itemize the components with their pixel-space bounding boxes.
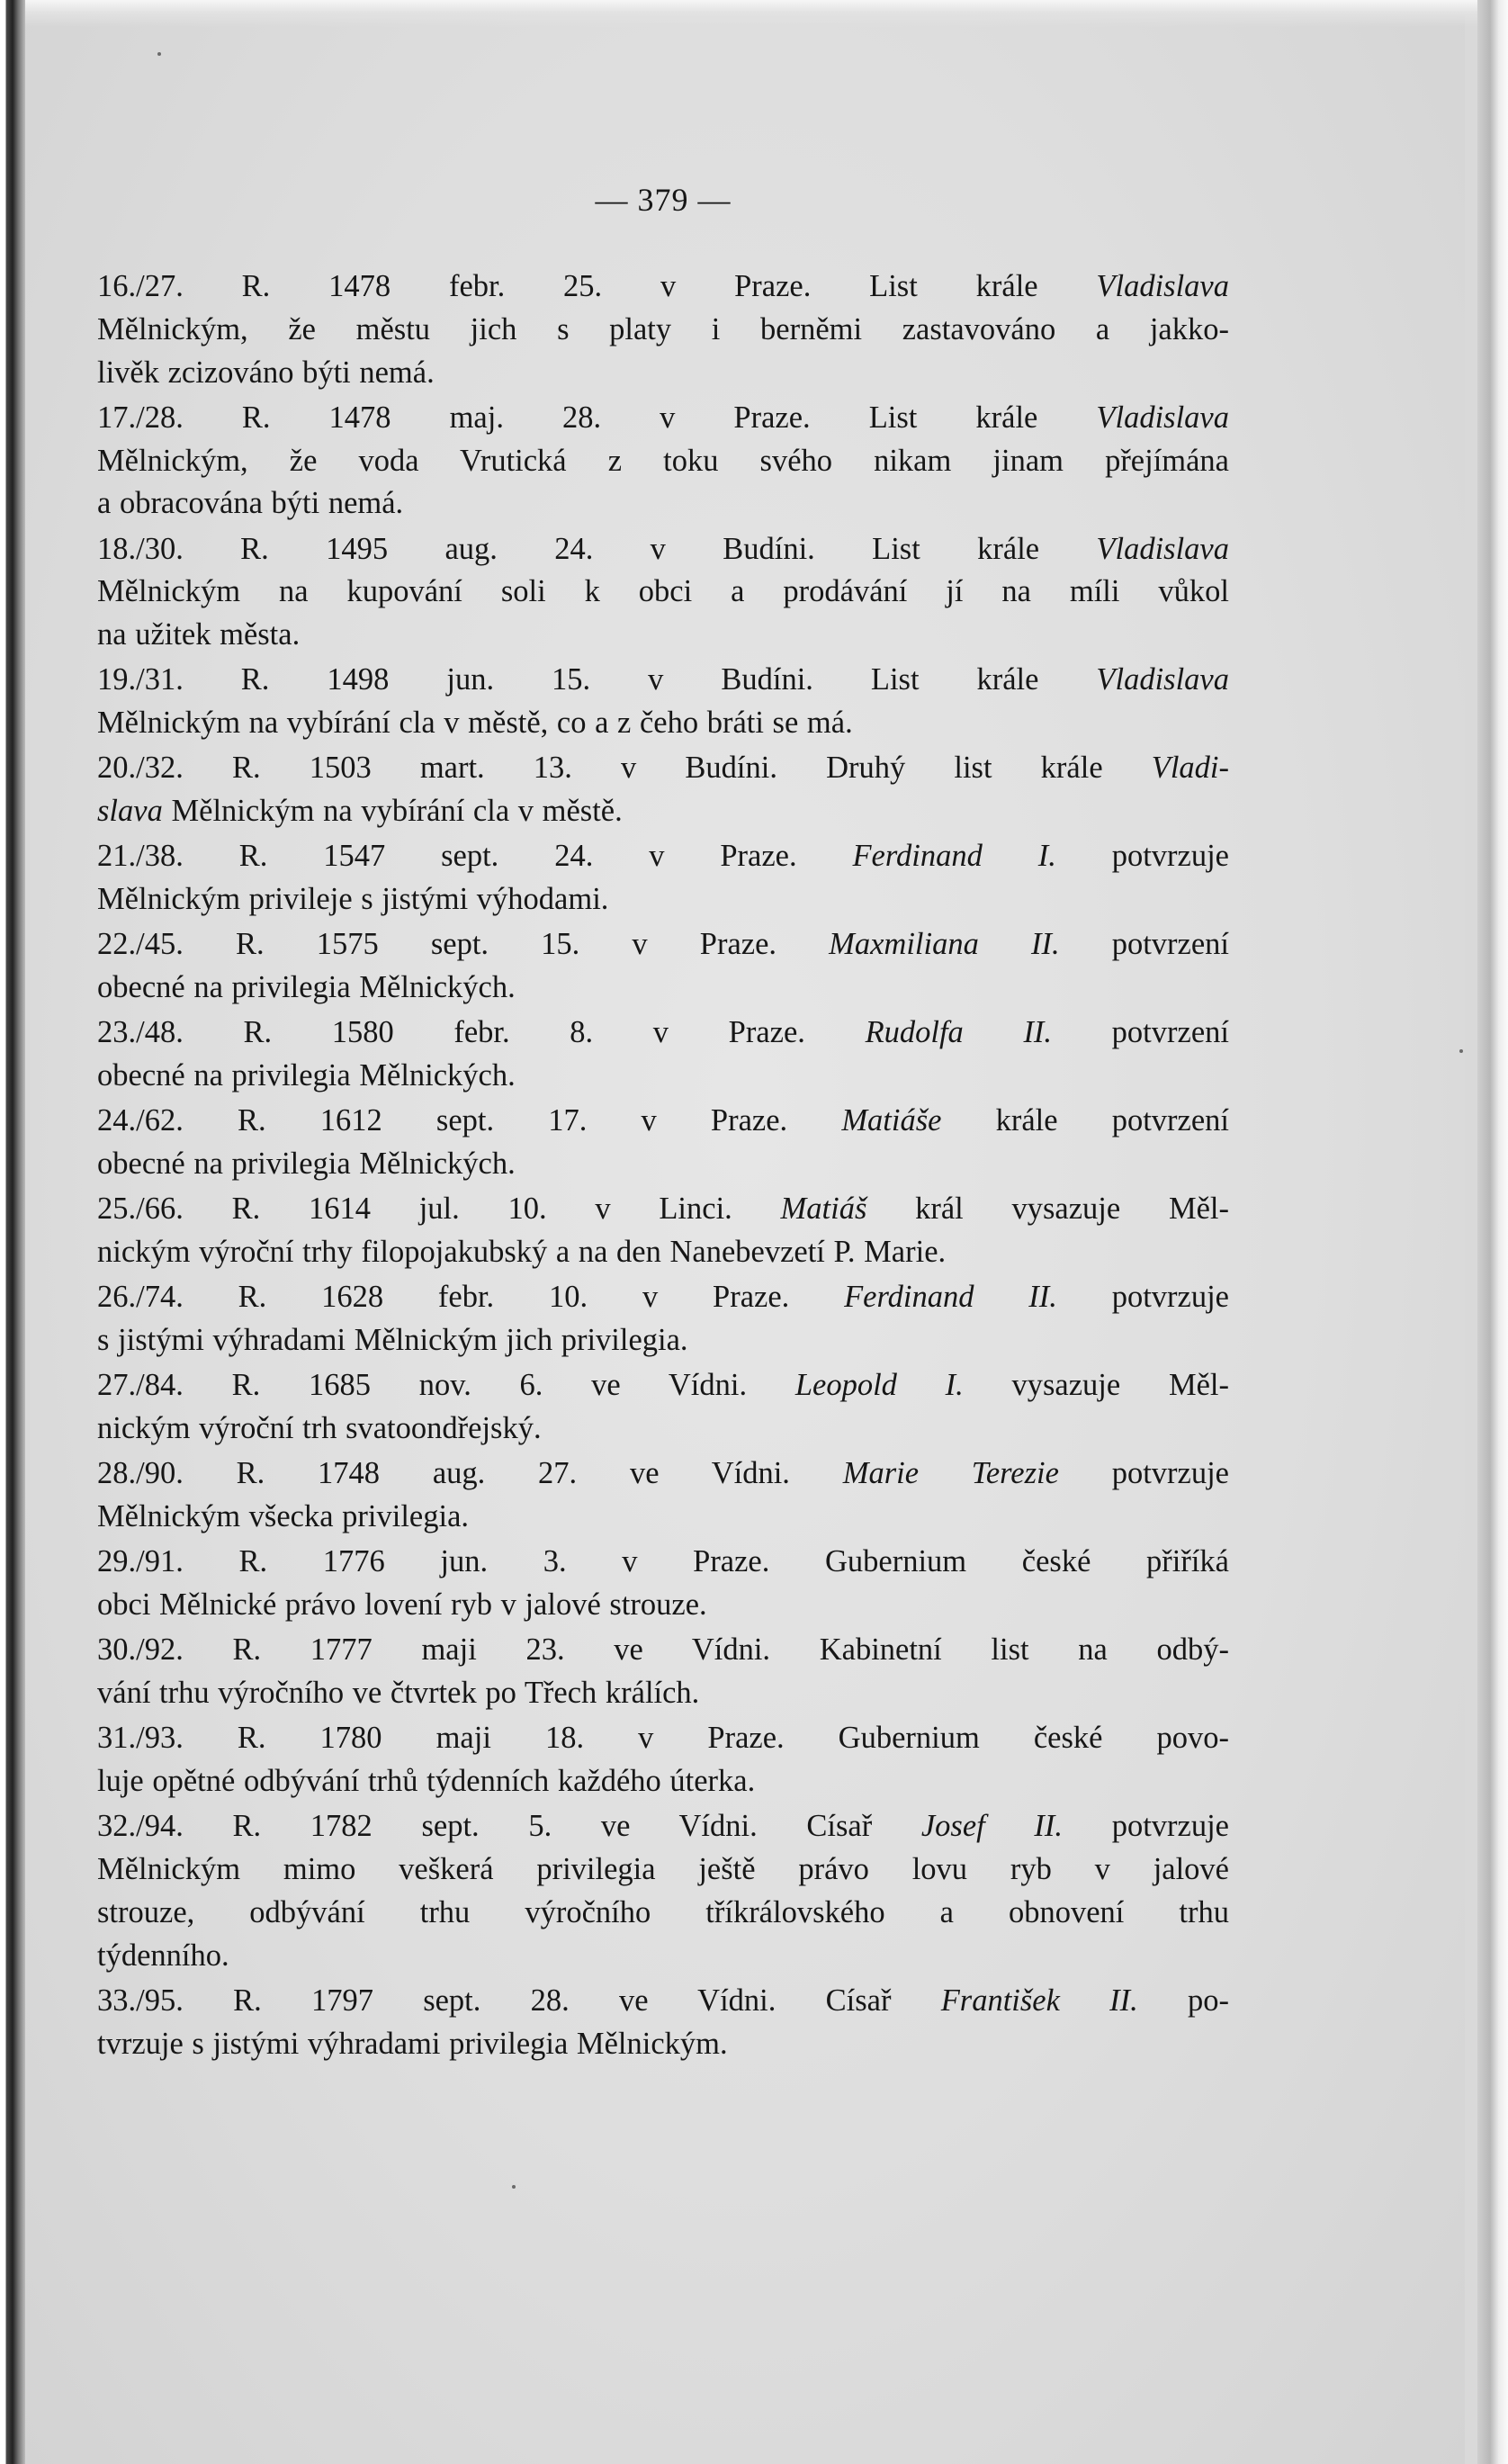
entry-line [97, 747, 1229, 790]
italic-name: Vladislava [1096, 662, 1229, 697]
text-run: 31./93. R. 1780 maji 18. v Praze. Gubernium české povo- [97, 1721, 1229, 1756]
entry-line [97, 1629, 1229, 1672]
text-run: obecné na privilegia Mělnických. [97, 1058, 516, 1093]
text-run: 32./94. R. 1782 sept. 5. ve Vídni. Císař [97, 1809, 921, 1844]
text-run: 22./45. R. 1575 sept. 15. v Praze. [97, 927, 830, 962]
text-run: Mělnickým na vybírání cla v městě. [162, 794, 623, 829]
entry-line [97, 923, 1229, 967]
italic-name: slava [97, 794, 163, 829]
entry-line [97, 1496, 1229, 1539]
entry-25-66 [97, 1188, 1229, 1274]
text-run: potvrzuje [1056, 1280, 1229, 1315]
text-run: 26./74. R. 1628 febr. 10. v Praze. [97, 1280, 845, 1315]
entry-line [97, 1276, 1229, 1319]
italic-name: Vladislava [1096, 531, 1229, 566]
italic-name: Ferdinand II. [844, 1280, 1057, 1315]
text-run: 24./62. R. 1612 sept. 17. v Praze. [97, 1103, 842, 1138]
text-run: nickým výroční trh svatoondřejský. [97, 1411, 542, 1446]
entry-line [97, 1980, 1229, 2023]
entry-line [97, 1407, 1229, 1451]
entry-22-45 [97, 923, 1229, 1010]
entry-line [97, 1319, 1229, 1362]
italic-name: Vladislava [1096, 400, 1229, 435]
entry-line [97, 967, 1229, 1010]
entry-27-84 [97, 1364, 1229, 1451]
entry-line [97, 1672, 1229, 1715]
entry-paragraph [97, 528, 1229, 657]
entry-line [97, 1231, 1229, 1274]
italic-name: Marie Terezie [842, 1456, 1059, 1491]
entry-line [97, 659, 1229, 702]
entry-line [97, 1188, 1229, 1231]
text-run: livěk zcizováno býti nemá. [97, 355, 435, 390]
entry-line [97, 1452, 1229, 1496]
entry-line [97, 1584, 1229, 1627]
page-number: — 379 — [595, 182, 732, 218]
entry-29-91 [97, 1541, 1229, 1627]
entry-line [97, 265, 1229, 309]
text-run: Mělnickým, že voda Vrutická z toku svého nikam jinam přejímána [97, 443, 1229, 478]
text-run: Mělnickým privileje s jistými výhodami. [97, 882, 609, 917]
entry-line [97, 352, 1229, 395]
text-run: s jistými výhradami Mělnickým jich privilegia. [97, 1323, 688, 1358]
entry-line [97, 1143, 1229, 1186]
entries-list [97, 265, 1229, 2065]
entry-paragraph [97, 747, 1229, 833]
text-run: Mělnickým na vybírání cla v městě, co a z čeho bráti se má. [97, 706, 853, 741]
text-run: luje opětné odbývání trhů týdenních každého úterka. [97, 1763, 756, 1798]
entry-paragraph [97, 1012, 1229, 1098]
italic-name: Vladislava [1096, 269, 1229, 303]
text-run: a obracována býti nemá. [97, 486, 404, 521]
entry-paragraph [97, 1717, 1229, 1803]
text-run: týdenního. [97, 1938, 229, 1973]
scan-left-edge [0, 0, 25, 2464]
entry-31-93 [97, 1717, 1229, 1803]
entry-paragraph [97, 1364, 1229, 1451]
italic-name: Rudolfa II. [865, 1015, 1053, 1050]
text-run: 30./92. R. 1777 maji 23. ve Vídni. Kabinetní list na odbý- [97, 1632, 1229, 1668]
entry-18-30 [97, 528, 1229, 657]
text-run: Mělnickým na kupování soli k obci a prodávání jí na míli vůkol [97, 574, 1229, 609]
text-run: potvrzuje [1063, 1809, 1229, 1844]
italic-name: Josef II. [920, 1809, 1064, 1844]
entry-32-94 [97, 1805, 1229, 1977]
italic-name: Maxmiliana II. [829, 927, 1060, 962]
entry-line [97, 1717, 1229, 1760]
text-run: 29./91. R. 1776 jun. 3. v Praze. Gubernium české přiříká [97, 1544, 1229, 1579]
entry-line [97, 1935, 1229, 1978]
entry-line [97, 790, 1229, 833]
italic-name: Ferdinand I. [852, 839, 1056, 874]
text-run: krále potvrzení [941, 1103, 1229, 1138]
text-run: 23./48. R. 1580 febr. 8. v Praze. [97, 1015, 866, 1050]
text-run: obecné na privilegia Mělnických. [97, 970, 516, 1005]
text-run: 25./66. R. 1614 jul. 10. v Linci. [97, 1192, 781, 1227]
text-run: potvrzuje [1055, 839, 1229, 874]
entry-20-32 [97, 747, 1229, 833]
entry-paragraph [97, 1629, 1229, 1715]
entry-paragraph [97, 1980, 1229, 2066]
paper-speck [157, 52, 161, 56]
entry-line [97, 1541, 1229, 1584]
entry-line [97, 2023, 1229, 2066]
entry-line [97, 1760, 1229, 1803]
text-run: 27./84. R. 1685 nov. 6. ve Vídni. [97, 1368, 795, 1403]
entry-line [97, 878, 1229, 922]
entry-line [97, 1012, 1229, 1055]
text-run: Mělnickým mimo veškerá privilegia ještě právo lovu ryb v jalové [97, 1851, 1229, 1886]
italic-name: Leopold I. [794, 1368, 964, 1403]
entry-paragraph [97, 923, 1229, 1010]
text-run: 19./31. R. 1498 jun. 15. v Budíni. List krále [97, 662, 1097, 697]
text-run: vysazuje Měl- [963, 1368, 1230, 1403]
entry-paragraph [97, 1100, 1229, 1186]
text-run: 21./38. R. 1547 sept. 24. v Praze. [97, 839, 853, 874]
entry-line [97, 1364, 1229, 1407]
entry-line [97, 482, 1229, 526]
entry-paragraph [97, 835, 1229, 922]
entry-line [97, 1055, 1229, 1098]
text-run: tvrzuje s jistými výhradami privilegia Mělnickým. [97, 2026, 728, 2061]
entry-line [97, 835, 1229, 878]
italic-name: Matiáše [841, 1103, 942, 1138]
entry-line [97, 1892, 1229, 1935]
text-run: obecné na privilegia Mělnických. [97, 1147, 516, 1182]
text-run: 28./90. R. 1748 aug. 27. ve Vídni. [97, 1456, 843, 1491]
text-run: potvrzení [1052, 1015, 1229, 1050]
entry-paragraph [97, 397, 1229, 526]
entry-24-62 [97, 1100, 1229, 1186]
entry-28-90 [97, 1452, 1229, 1539]
paper-speck [512, 2185, 516, 2189]
text-run: vání trhu výročního ve čtvrtek po Třech králích. [97, 1675, 700, 1710]
text-run: 18./30. R. 1495 aug. 24. v Budíni. List krále [97, 531, 1097, 566]
text-run: potvrzení [1059, 927, 1229, 962]
text-run: 17./28. R. 1478 maj. 28. v Praze. List krále [97, 400, 1097, 435]
entry-paragraph [97, 1452, 1229, 1539]
text-run: Mělnickým všecka privilegia. [97, 1499, 470, 1533]
entry-paragraph [97, 1541, 1229, 1627]
text-run: na užitek města. [97, 617, 301, 652]
text-run: 33./95. R. 1797 sept. 28. ve Vídni. Císař [97, 1983, 941, 2018]
entry-line [97, 1100, 1229, 1143]
entry-line [97, 1805, 1229, 1848]
entry-33-95 [97, 1980, 1229, 2066]
entry-line [97, 528, 1229, 571]
italic-name: František II. [940, 1983, 1138, 2018]
entry-26-74 [97, 1276, 1229, 1362]
entry-19-31 [97, 659, 1229, 745]
entry-line [97, 614, 1229, 657]
italic-name: Matiáš [780, 1192, 867, 1227]
entry-paragraph [97, 1805, 1229, 1977]
text-run: Mělnickým, že městu jich s platy i berněmi zastavováno a jakko- [97, 311, 1229, 346]
entry-line [97, 702, 1229, 745]
text-run: strouze, odbývání trhu výročního tříkrálovského a obnovení trhu [97, 1894, 1229, 1929]
document-text [97, 176, 1229, 2068]
entry-line [97, 309, 1229, 352]
italic-name: Vladi- [1151, 751, 1229, 786]
scan-top-edge [0, 0, 1508, 27]
text-run: obci Mělnické právo lovení ryb v jalové strouze. [97, 1587, 707, 1622]
entry-30-92 [97, 1629, 1229, 1715]
paper-speck [1459, 1049, 1463, 1053]
text-run: po- [1137, 1983, 1229, 2018]
scan-right-edge [1477, 0, 1508, 2464]
entry-21-38 [97, 835, 1229, 922]
entry-line [97, 571, 1229, 614]
entry-paragraph [97, 659, 1229, 745]
entry-23-48 [97, 1012, 1229, 1098]
text-run: potvrzuje [1058, 1456, 1229, 1491]
text-run: král vysazuje Měl- [866, 1192, 1230, 1227]
text-run: 20./32. R. 1503 mart. 13. v Budíni. Druhý list krále [97, 751, 1152, 786]
entry-16-27 [97, 265, 1229, 394]
entry-line [97, 440, 1229, 483]
text-run: 16./27. R. 1478 febr. 25. v Praze. List krále [97, 269, 1097, 303]
entry-paragraph [97, 1276, 1229, 1362]
entry-17-28 [97, 397, 1229, 526]
entry-line [97, 397, 1229, 440]
entry-paragraph [97, 1188, 1229, 1274]
entry-line [97, 1848, 1229, 1892]
text-run: nickým výroční trhy filopojakubský a na den Nanebevzetí P. Marie. [97, 1235, 947, 1270]
entry-paragraph [97, 265, 1229, 394]
